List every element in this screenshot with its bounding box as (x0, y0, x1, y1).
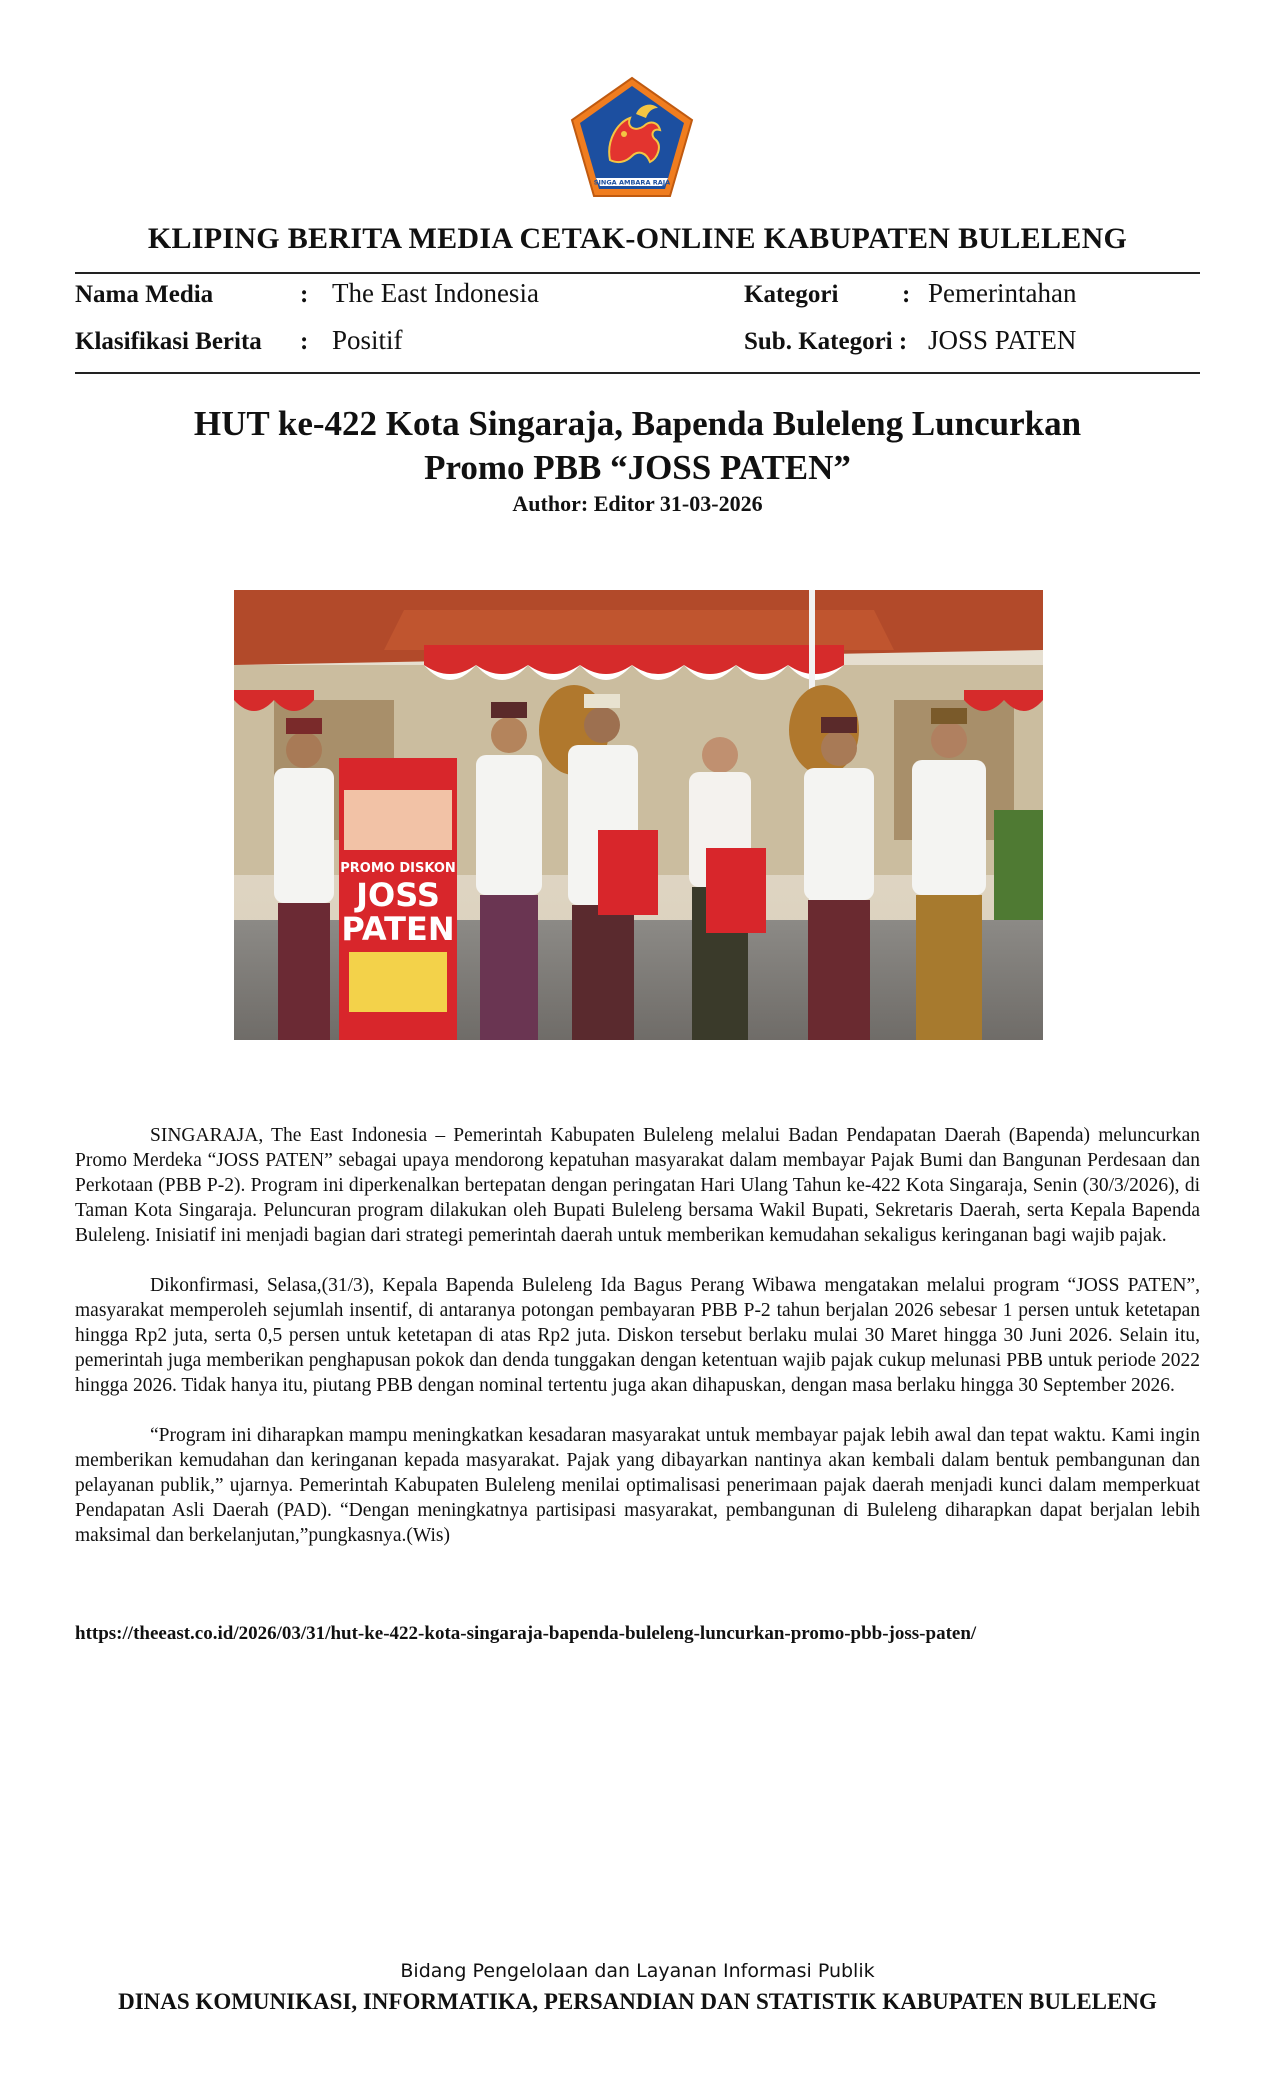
source-link[interactable]: https://theeast.co.id/2026/03/31/hut-ke-422-kota-singaraja-bapenda-buleleng-luncurkan-promo-pbb-joss-paten/ (75, 1623, 977, 1644)
article-photo (234, 590, 1043, 1040)
banner-line-3: PATEN (341, 910, 455, 948)
media-label: Nama Media (75, 281, 214, 308)
kategori-colon: : (902, 281, 911, 308)
header-divider-top (75, 272, 1200, 274)
media-colon: : (300, 281, 309, 308)
article-paragraph-2: Dikonfirmasi, Selasa,(31/3), Kepala Bapenda Buleleng Ida Bagus Perang Wibawa mengatakan melalui program “JOSS PATEN”, masyarakat memperoleh sejumlah insentif, di antaranya potongan pembayaran PBB P-2 tahun berjalan 2026 sebesar 1 persen untuk ketetapan hingga Rp2 juta, serta 0,5 persen untuk ketetapan di atas Rp2 juta. Diskon tersebut berlaku mulai 30 Maret hingga 30 Juni 2026. Selain itu, pemerintah juga memberikan penghapusan pokok dan denda tunggakan dengan ketentuan wajib pajak cukup melunasi PBB untuk periode 2022 hingga 2026. Tidak hanya itu, piutang PBB dengan nominal tertentu juga akan dihapuskan, dengan masa berlaku hingga 30 September 2026. (75, 1275, 1200, 1396)
footer-agency: DINAS KOMUNIKASI, INFORMATIKA, PERSANDIAN DAN STATISTIK KABUPATEN BULELENG (118, 1989, 1157, 2014)
banner-line-1: PROMO DISKON (340, 861, 456, 876)
klasifikasi-label: Klasifikasi Berita (75, 328, 262, 355)
logo-motto: SINGA AMBARA RAJA (593, 178, 671, 187)
article-headline (0, 402, 1275, 490)
kategori-label: Kategori (744, 281, 839, 308)
footer-department: Bidang Pengelolaan dan Layanan Informasi Publik (400, 1960, 875, 1982)
article-paragraph-3: “Program ini diharapkan mampu meningkatkan kesadaran masyarakat untuk membayar pajak lebih awal dan tepat waktu. Kami ingin memberikan kemudahan dan keringanan kepada masyarakat. Pajak yang dibayarkan nantinya akan kembali dalam bentuk pembangunan dan pelayanan publik,” ujarnya. Pemerintah Kabupaten Buleleng menilai optimalisasi penerimaan pajak daerah menjadi kunci dalam memperkuat Pendapatan Asli Daerah (PAD). “Dengan meningkatnya partisipasi masyarakat, pembangunan di Buleleng diharapkan dapat berjalan lebih maksimal dan berkelanjutan,”pungkasnya.(Wis) (75, 1425, 1200, 1546)
klasifikasi-value: Positif (332, 325, 403, 355)
headline-line-1: HUT ke-422 Kota Singaraja, Bapenda Buleleng Luncurkan (193, 404, 1082, 443)
sub-kategori-value: JOSS PATEN (928, 325, 1077, 355)
buleleng-logo (566, 74, 698, 202)
media-value: The East Indonesia (332, 278, 539, 308)
banner-line-2: JOSS (356, 876, 440, 914)
headline-line-2: Promo PBB “JOSS PATEN” (424, 448, 851, 487)
header-divider-bottom (75, 372, 1200, 374)
article-paragraph-1: SINGARAJA, The East Indonesia – Pemerintah Kabupaten Buleleng melalui Badan Pendapatan Daerah (Bapenda) meluncurkan Promo Merdeka “JOSS PATEN” sebagai upaya mendorong kepatuhan masyarakat dalam membayar Pajak Bumi dan Bangunan Perdesaan dan Perkotaan (PBB P-2). Program ini diperkenalkan bertepatan dengan peringatan Hari Ulang Tahun ke-422 Kota Singaraja, Senin (30/3/2026), di Taman Kota Singaraja. Peluncuran program dilakukan oleh Bupati Buleleng bersama Wakil Bupati, Sekretaris Daerah, serta Kepala Bapenda Buleleng. Inisiatif ini menjadi bagian dari strategi pemerintah daerah untuk memberikan kemudahan sekaligus keringanan bagi wajib pajak. (75, 1125, 1200, 1246)
klasifikasi-colon: : (300, 328, 309, 355)
sub-kategori-label: Sub. Kategori : (744, 328, 908, 355)
article-body (75, 1123, 1200, 1573)
kategori-value: Pemerintahan (928, 278, 1077, 308)
document-title: KLIPING BERITA MEDIA CETAK-ONLINE KABUPATEN BULELENG (147, 222, 1128, 255)
article-byline: Author: Editor 31-03-2026 (512, 491, 763, 516)
